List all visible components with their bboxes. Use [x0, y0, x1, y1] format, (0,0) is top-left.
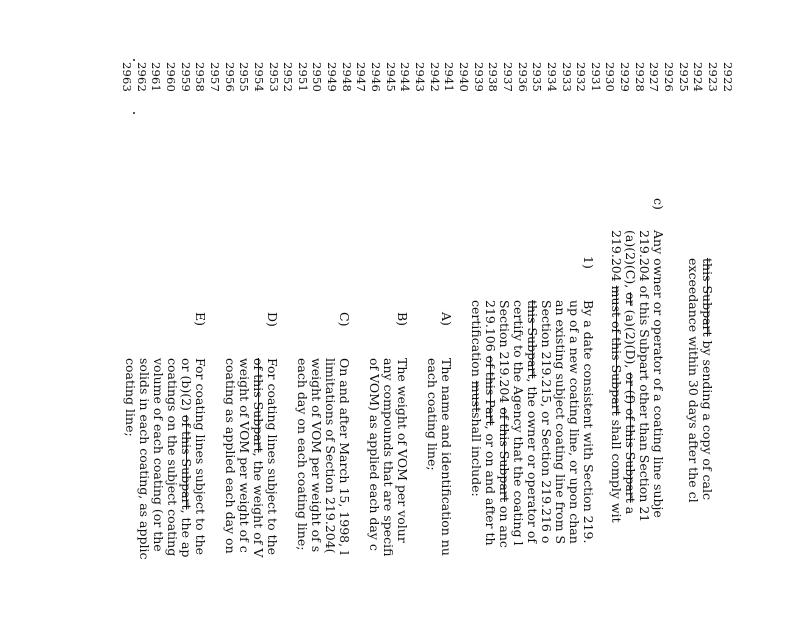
- text-line: certification mustshall include:: [469, 300, 484, 497]
- line-number: 2925: [676, 62, 691, 93]
- line-number: 2928: [632, 62, 647, 93]
- text-line: Section 219.204 of this Subpart on anc: [497, 300, 512, 548]
- line-number: 2931: [588, 62, 603, 93]
- line-number: 2956: [222, 62, 237, 93]
- text-line: each coating line;: [425, 358, 440, 471]
- text-line: an existing subject coating line from S: [553, 300, 568, 545]
- line-number: 2932: [574, 62, 589, 93]
- line-number: 2930: [603, 62, 618, 93]
- line-number: 2949: [325, 62, 340, 93]
- line-number: 2953: [266, 62, 281, 93]
- text-line: Any owner or operator of a coating line subje: [651, 230, 666, 518]
- text-line: weight of VOM per weight of c: [237, 358, 252, 553]
- text-line: this Subpart by sending a copy of calc: [700, 258, 715, 500]
- text-line: of VOM) as applied each day c: [367, 358, 382, 551]
- text-line: solids in each coating, as applic: [137, 358, 152, 560]
- text-line: this Subpart, the owner or operator of: [525, 300, 540, 544]
- line-number: 2924: [691, 62, 706, 93]
- line-number: 2942: [427, 62, 442, 93]
- text-line: coatings on the subject coating: [165, 358, 180, 557]
- item-label: A): [439, 312, 454, 326]
- line-number: 2922: [720, 62, 735, 93]
- line-number: 2954: [251, 62, 266, 93]
- line-number: 2960: [163, 62, 178, 93]
- line-number: 2950: [310, 62, 325, 93]
- line-number: 2929: [618, 62, 633, 93]
- line-number: 2939: [471, 62, 486, 93]
- line-number: 2937: [500, 62, 515, 93]
- line-number: 2938: [486, 62, 501, 93]
- text-line: any compounds that are specifi: [381, 358, 396, 557]
- section-label: c): [651, 198, 666, 210]
- text-line: weight of VOM per weight of s: [309, 358, 324, 553]
- line-number: 2945: [383, 62, 398, 93]
- line-number: 2957: [207, 62, 222, 93]
- line-number: 2940: [456, 62, 471, 93]
- item-label: C): [337, 312, 352, 327]
- text-line: coating as applied each day on: [223, 358, 238, 554]
- text-line: up of a new coating line, or upon chan: [567, 300, 582, 544]
- line-number: 2948: [339, 62, 354, 93]
- line-number: 2955: [237, 62, 252, 93]
- line-number: 2961: [149, 62, 164, 93]
- text-line: 219.204 must of this Subpart shall comply wit: [609, 230, 624, 523]
- line-number: 2952: [281, 62, 296, 93]
- text-line: 219.106 of this Part, or on and after th: [483, 300, 498, 546]
- text-line: For coating lines subject to the: [265, 358, 280, 556]
- line-number: 2947: [354, 62, 369, 93]
- struck-text: this Subpart: [700, 258, 715, 337]
- item-label: 1): [581, 256, 596, 269]
- scan-speck: [133, 59, 135, 61]
- text-line: The weight of VOM per volur: [395, 358, 410, 543]
- text-line: of this Subpart, the weight of V: [251, 358, 266, 558]
- line-number: 2923: [706, 62, 720, 93]
- line-number: 2951: [295, 62, 310, 93]
- line-number: 2962: [134, 62, 149, 93]
- text-line: (a)(2)(C), or (a)(2)(D), or (f) of this Subpart a: [623, 230, 638, 515]
- line-number: 2963: [120, 62, 134, 93]
- text-line: limitations of Section 219.204(: [323, 358, 338, 554]
- text-line: exceedance within 30 days after the cl: [686, 258, 701, 503]
- text-line: The name and identification nu: [439, 358, 454, 556]
- line-number: 2941: [442, 62, 457, 93]
- text-line: For coating lines subject to the: [193, 358, 208, 556]
- line-number: 2927: [647, 62, 662, 93]
- text-line: 219.204 of this Subpart other than Section 21: [637, 230, 652, 523]
- line-number: 2943: [413, 62, 427, 93]
- line-number: 2959: [178, 62, 193, 93]
- text-line: each day on each coating line;: [295, 358, 310, 551]
- item-label: B): [395, 312, 410, 327]
- scan-speck: [133, 112, 135, 114]
- line-number: 2935: [530, 62, 545, 93]
- line-number: 2936: [515, 62, 530, 93]
- line-number: 2926: [662, 62, 677, 93]
- line-number: 2944: [398, 62, 413, 93]
- text-line: or (b)(2) of this Subpart, the ap: [179, 358, 194, 558]
- text-line: By a date consistent with Section 219.: [581, 300, 596, 544]
- text-line: volume of each coating (or the: [151, 358, 166, 552]
- text-line: On and after March 15, 1998, l: [337, 358, 352, 556]
- line-number: 2946: [369, 62, 384, 93]
- item-label: E): [193, 312, 208, 327]
- line-number: 2958: [193, 62, 208, 93]
- item-label: D): [265, 312, 280, 327]
- line-number: 2934: [544, 62, 559, 93]
- line-number: 2933: [559, 62, 574, 93]
- text-line: Section 219.215, or Section 219.216 o: [539, 300, 554, 544]
- text-line: coating line;: [123, 358, 138, 437]
- text-line: certify to the Agency that the coating l: [511, 300, 526, 546]
